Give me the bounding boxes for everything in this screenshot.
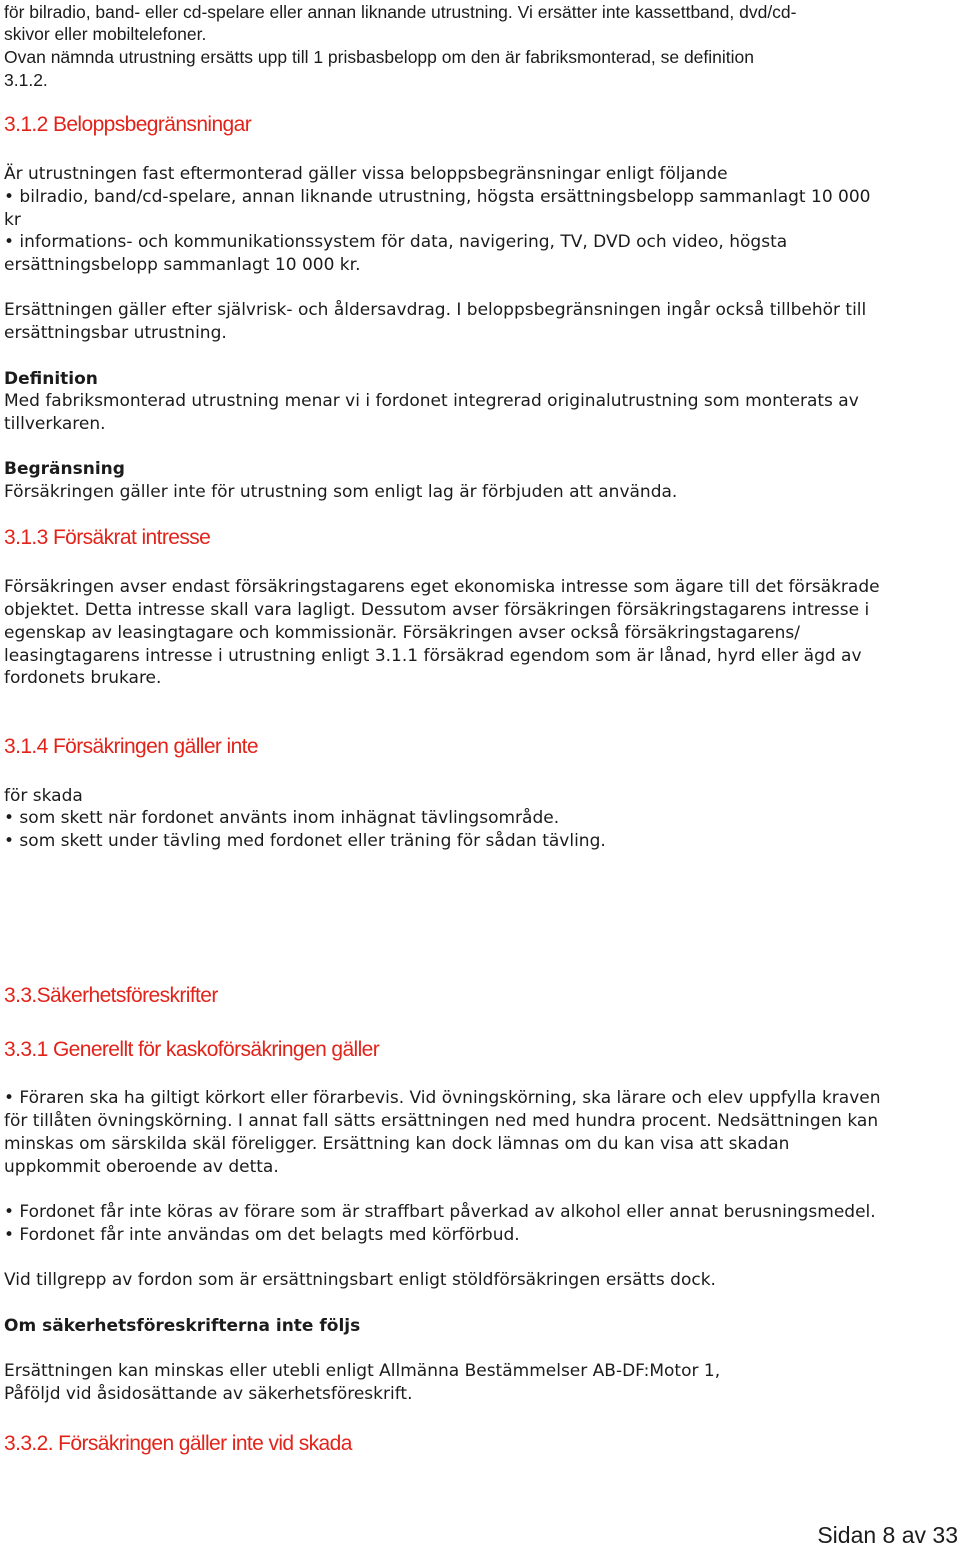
paragraph-line: Påföljd vid åsidosättande av säkerhetsföreskrift. (4, 1384, 413, 1404)
paragraph-line: tillverkaren. (4, 414, 106, 434)
paragraph-line: Ersättningen kan minskas eller utebli enligt Allmänna Bestämmelser AB-DF:Motor 1, (4, 1361, 721, 1381)
intro-line: 3.1.2. (4, 70, 48, 90)
paragraph-line: Med fabriksmonterad utrustning menar vi i fordonet integrerad originalutrustning som monterats av (4, 391, 859, 411)
paragraph-line: Försäkringen avser endast försäkringstagarens eget ekonomiska intresse som ägare till det försäkrade (4, 577, 880, 597)
paragraph-line: Vid tillgrepp av fordon som är ersättningsbart enligt stöldförsäkringen ersätts dock. (4, 1270, 716, 1290)
section-heading-3-3-2: 3.3.2. Försäkringen gäller inte vid skada (4, 1432, 352, 1455)
bullet-line: • Fordonet får inte användas om det belagts med körförbud. (4, 1225, 520, 1245)
definition-title: Definition (4, 369, 98, 389)
paragraph-line: minskas om särskilda skäl föreligger. Ersättning kan dock lämnas om du kan visa att skadan (4, 1134, 790, 1154)
intro-line: för bilradio, band- eller cd-spelare eller annan liknande utrustning. Vi ersätter inte kassettband, dvd/cd- (4, 2, 797, 22)
paragraph-line: objektet. Detta intresse skall vara lagligt. Dessutom avser försäkringen försäkringstagarens intresse i (4, 600, 870, 620)
section-heading-3-3: 3.3.Säkerhetsföreskrifter (4, 984, 218, 1007)
paragraph-line: egenskap av leasingtagare och kommissionär. Försäkringen avser också försäkringstagarens/ (4, 623, 800, 643)
paragraph-line: ersättningsbelopp sammanlagt 10 000 kr. (4, 255, 361, 275)
section-heading-3-1-3: 3.1.3 Försäkrat intresse (4, 526, 211, 549)
paragraph-line: Är utrustningen fast eftermonterad gäller vissa beloppsbegränsningar enligt följande (4, 164, 728, 184)
section-heading-3-1-2: 3.1.2 Beloppsbegränsningar (4, 113, 252, 136)
limitation-title: Begränsning (4, 459, 125, 479)
bullet-line: • Fordonet får inte köras av förare som är straffbart påverkad av alkohol eller annat berusningsmedel. (4, 1202, 876, 1222)
paragraph-line: fordonets brukare. (4, 668, 162, 688)
paragraph-line: kr (4, 210, 21, 230)
section-heading-3-3-1: 3.3.1 Generellt för kaskoförsäkringen gäller (4, 1038, 380, 1061)
paragraph-line: för tillåten övningskörning. I annat fall sätts ersättningen ned med hundra procent. Nedsättningen kan (4, 1111, 879, 1131)
bullet-line: • som skett under tävling med fordonet eller träning för sådan tävling. (4, 831, 606, 851)
paragraph-line: uppkommit oberoende av detta. (4, 1157, 279, 1177)
bullet-line: • Föraren ska ha giltigt körkort eller förarbevis. Vid övningskörning, ska lärare och elev uppfylla kraven (4, 1088, 881, 1108)
bullet-line: • bilradio, band/cd-spelare, annan liknande utrustning, högsta ersättningsbelopp sammanlagt 10 000 (4, 187, 871, 207)
page-number: Sidan 8 av 33 (817, 1522, 958, 1548)
paragraph-line: för skada (4, 786, 83, 806)
paragraph-line: Försäkringen gäller inte för utrustning som enligt lag är förbjuden att använda. (4, 482, 678, 502)
paragraph-line: ersättningsbar utrustning. (4, 323, 227, 343)
bullet-line: • informations- och kommunikationssystem för data, navigering, TV, DVD och video, högsta (4, 232, 788, 252)
paragraph-line: leasingtagarens intresse i utrustning enligt 3.1.1 försäkrad egendom som är lånad, hyrd eller ägd av (4, 646, 862, 666)
subsection-title: Om säkerhetsföreskrifterna inte följs (4, 1316, 361, 1336)
intro-line: skivor eller mobiltelefoner. (4, 24, 207, 44)
section-heading-3-1-4: 3.1.4 Försäkringen gäller inte (4, 735, 258, 758)
intro-line: Ovan nämnda utrustning ersätts upp till 1 prisbasbelopp om den är fabriksmonterad, se definition (4, 47, 755, 67)
bullet-line: • som skett när fordonet använts inom inhägnat tävlingsområde. (4, 808, 560, 828)
paragraph-line: Ersättningen gäller efter självrisk- och åldersavdrag. I beloppsbegränsningen ingår också tillbehör till (4, 300, 867, 320)
